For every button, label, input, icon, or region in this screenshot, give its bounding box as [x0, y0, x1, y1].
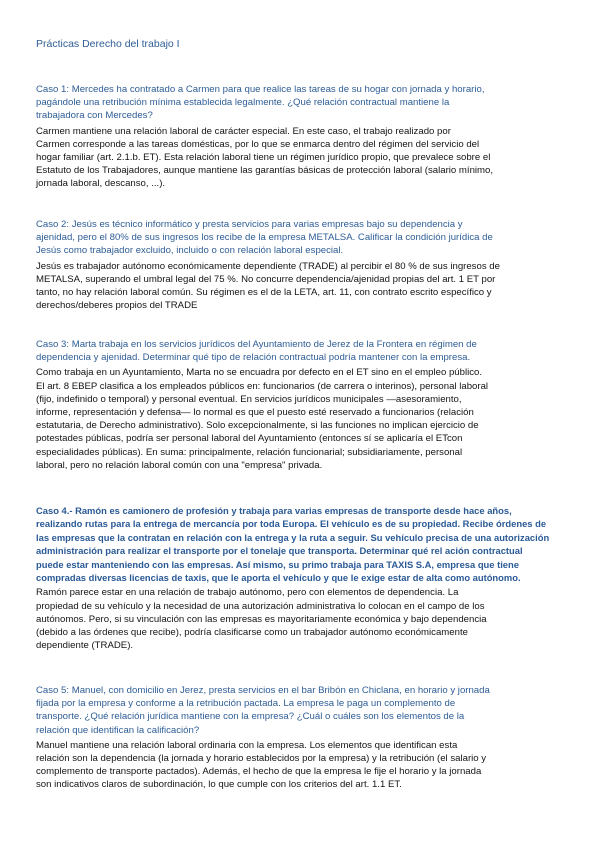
- answer-line: derechos/deberes propios del TRADE: [36, 300, 198, 312]
- answer-line: METALSA, superando el umbral legal del 75 %. No concurre dependencia/ajenidad propias del art. 1 ET por: [36, 273, 496, 285]
- answer-line: dependiente (TRADE).: [36, 640, 134, 652]
- answer-line: Carmen mantiene una relación laboral de carácter especial. En este caso, el trabajo realizado por: [36, 125, 451, 137]
- question-line: pagándole una retribución mínima establecida legalmente. ¿Qué relación contractual mantiene la: [36, 97, 450, 109]
- answer-line: relación son la dependencia (la jornada y horario establecidos por la empresa) y la retribución (el salario y: [36, 753, 487, 765]
- case-3: [36, 338, 564, 472]
- answer-line: tanto, no hay relación laboral común. Su régimen es el de la LETA, art. 11, con contrato escrito específico y: [36, 287, 492, 299]
- answer-line: Ramón parece estar en una relación de trabajo autónomo, pero con elementos de dependencia. La: [36, 587, 459, 599]
- case-answer: [36, 586, 564, 652]
- answer-line: complemento de transporte pactados). Además, el hecho de que la empresa le fije el horario y la jornada: [36, 766, 482, 778]
- case-answer: [36, 125, 564, 191]
- case-answer: [36, 366, 564, 472]
- case-4: [36, 504, 564, 652]
- question-line: dependencia y ajenidad. Determinar qué tipo de relación contractual podría mantener con la empresa.: [36, 352, 471, 364]
- case-2: [36, 218, 564, 312]
- question-line: Caso 4.- Ramón es camionero de profesión y trabaja para varias empresas de transporte desde hace años,: [36, 505, 512, 516]
- answer-line: informe, representación y defensa— lo normal es que el puesto esté reservado a funcionarios (relación: [36, 407, 474, 419]
- case-question: [36, 684, 564, 737]
- answer-line: hogar familiar (art. 2.1.b. ET). Esta relación laboral tiene un régimen jurídico propio, que prevalece sobre el: [36, 152, 491, 164]
- answer-line: propiedad de su vehículo y la necesidad de una autorización administrativa lo colocan en el campo de los: [36, 600, 485, 612]
- answer-line: autónomos. Pero, si su vinculación con las empresas es mayoritariamente económica y bajo dependencia: [36, 613, 487, 625]
- answer-line: especialidades públicas). En suma: principalmente, relación funcionarial; subsidiariamente, personal: [36, 446, 463, 458]
- question-line: fijada por la empresa y conforme a la retribución pactada. La empresa le paga un complemento de: [36, 698, 456, 710]
- case-question: [36, 504, 564, 584]
- answer-line: potestades públicas, podría ser personal laboral del Ayuntamiento (entonces sí se aplicaría el ETcon: [36, 433, 463, 445]
- question-line: las empresas que la contratan en relación con la entrega y la ruta a seguir. Su vehículo precisa de una autorización: [36, 531, 550, 543]
- answer-line: laboral, pero no relación laboral común con una "empresa" privada.: [36, 459, 323, 471]
- question-line: Caso 5: Manuel, con domicilio en Jerez, presta servicios en el bar Bribón en Chiclana, en horario y jornada: [36, 685, 490, 696]
- answer-line: El art. 8 EBEP clasifica a los empleados públicos en: funcionarios (de carrera o interinos), personal laboral: [36, 380, 489, 392]
- question-line: trabajadora con Mercedes?: [36, 110, 153, 122]
- question-line: realizando rutas para la entrega de mercancía por toda Europa. El vehículo es de su propiedad. Recibe órdenes de: [36, 518, 547, 530]
- case-answer: [36, 739, 564, 792]
- case-question: [36, 83, 564, 123]
- answer-line: Manuel mantiene una relación laboral ordinaria con la empresa. Los elementos que identifican esta: [36, 739, 458, 751]
- answer-line: Estatuto de los Trabajadores, aunque mantiene las garantías básicas de protección laboral (salario mínimo,: [36, 165, 494, 177]
- answer-line: Jesús es trabajador autónomo económicamente dependiente (TRADE) al percibir el 80 % de sus ingresos de: [36, 260, 500, 272]
- case-1: [36, 83, 564, 191]
- case-question: [36, 218, 564, 258]
- case-5: [36, 684, 564, 792]
- answer-line: Como trabaja en un Ayuntamiento, Marta no se encuadra por defecto en el ET sino en el empleo público.: [36, 367, 483, 379]
- document-title: Prácticas Derecho del trabajo I: [36, 38, 180, 50]
- answer-line: (debido a las órdenes que recibe), podría clasificarse como un trabajador autónomo económicamente: [36, 627, 468, 639]
- question-line: transporte. ¿Qué relación jurídica mantiene con la empresa? ¿Cuál o cuáles son los elementos de la: [36, 711, 465, 723]
- question-line: Jesús como trabajador excluido, incluido o con relación laboral especial.: [36, 245, 344, 257]
- answer-line: Carmen corresponde a las tareas domésticas, por lo que se enmarca dentro del régimen del servicio del: [36, 138, 480, 150]
- question-line: Caso 3: Marta trabaja en los servicios jurídicos del Ayuntamiento de Jerez de la Frontera en régimen de: [36, 339, 477, 350]
- question-line: puede estar manteniendo con las empresas. Así mismo, su primo trabaja para TAXIS S.A, empresa que tiene: [36, 558, 519, 570]
- case-answer: [36, 260, 564, 313]
- answer-line: (fijo, indefinido o temporal) y personal eventual. En servicios jurídicos municipales —asesoramiento,: [36, 393, 462, 405]
- question-line: administración para realizar el transporte por el tonelaje que transporta. Determinar qué rel ación contractual: [36, 545, 523, 557]
- question-line: ajenidad, pero el 80% de sus ingresos los recibe de la empresa METALSA. Calificar la condición jurídica de: [36, 232, 493, 244]
- case-question: [36, 338, 564, 364]
- question-line: Caso 1: Mercedes ha contratado a Carmen para que realice las tareas de su hogar con jornada y horario,: [36, 84, 485, 95]
- answer-line: jornada laboral, descanso, ...).: [36, 178, 166, 190]
- question-line: Caso 2: Jesús es técnico informático y presta servicios para varias empresas bajo su dependencia y: [36, 219, 463, 230]
- question-line: compradas diversas licencias de taxis, que le aporta el vehículo y que le exige estar de alta como autónomo.: [36, 572, 521, 584]
- answer-line: son indicativos claros de subordinación, lo que cumple con los criterios del art. 1.1 ET.: [36, 779, 402, 791]
- question-line: relación que identifican la calificación?: [36, 724, 200, 736]
- answer-line: estatutaria, de Derecho administrativo). Solo excepcionalmente, si las funciones no implican ejercicio de: [36, 420, 479, 432]
